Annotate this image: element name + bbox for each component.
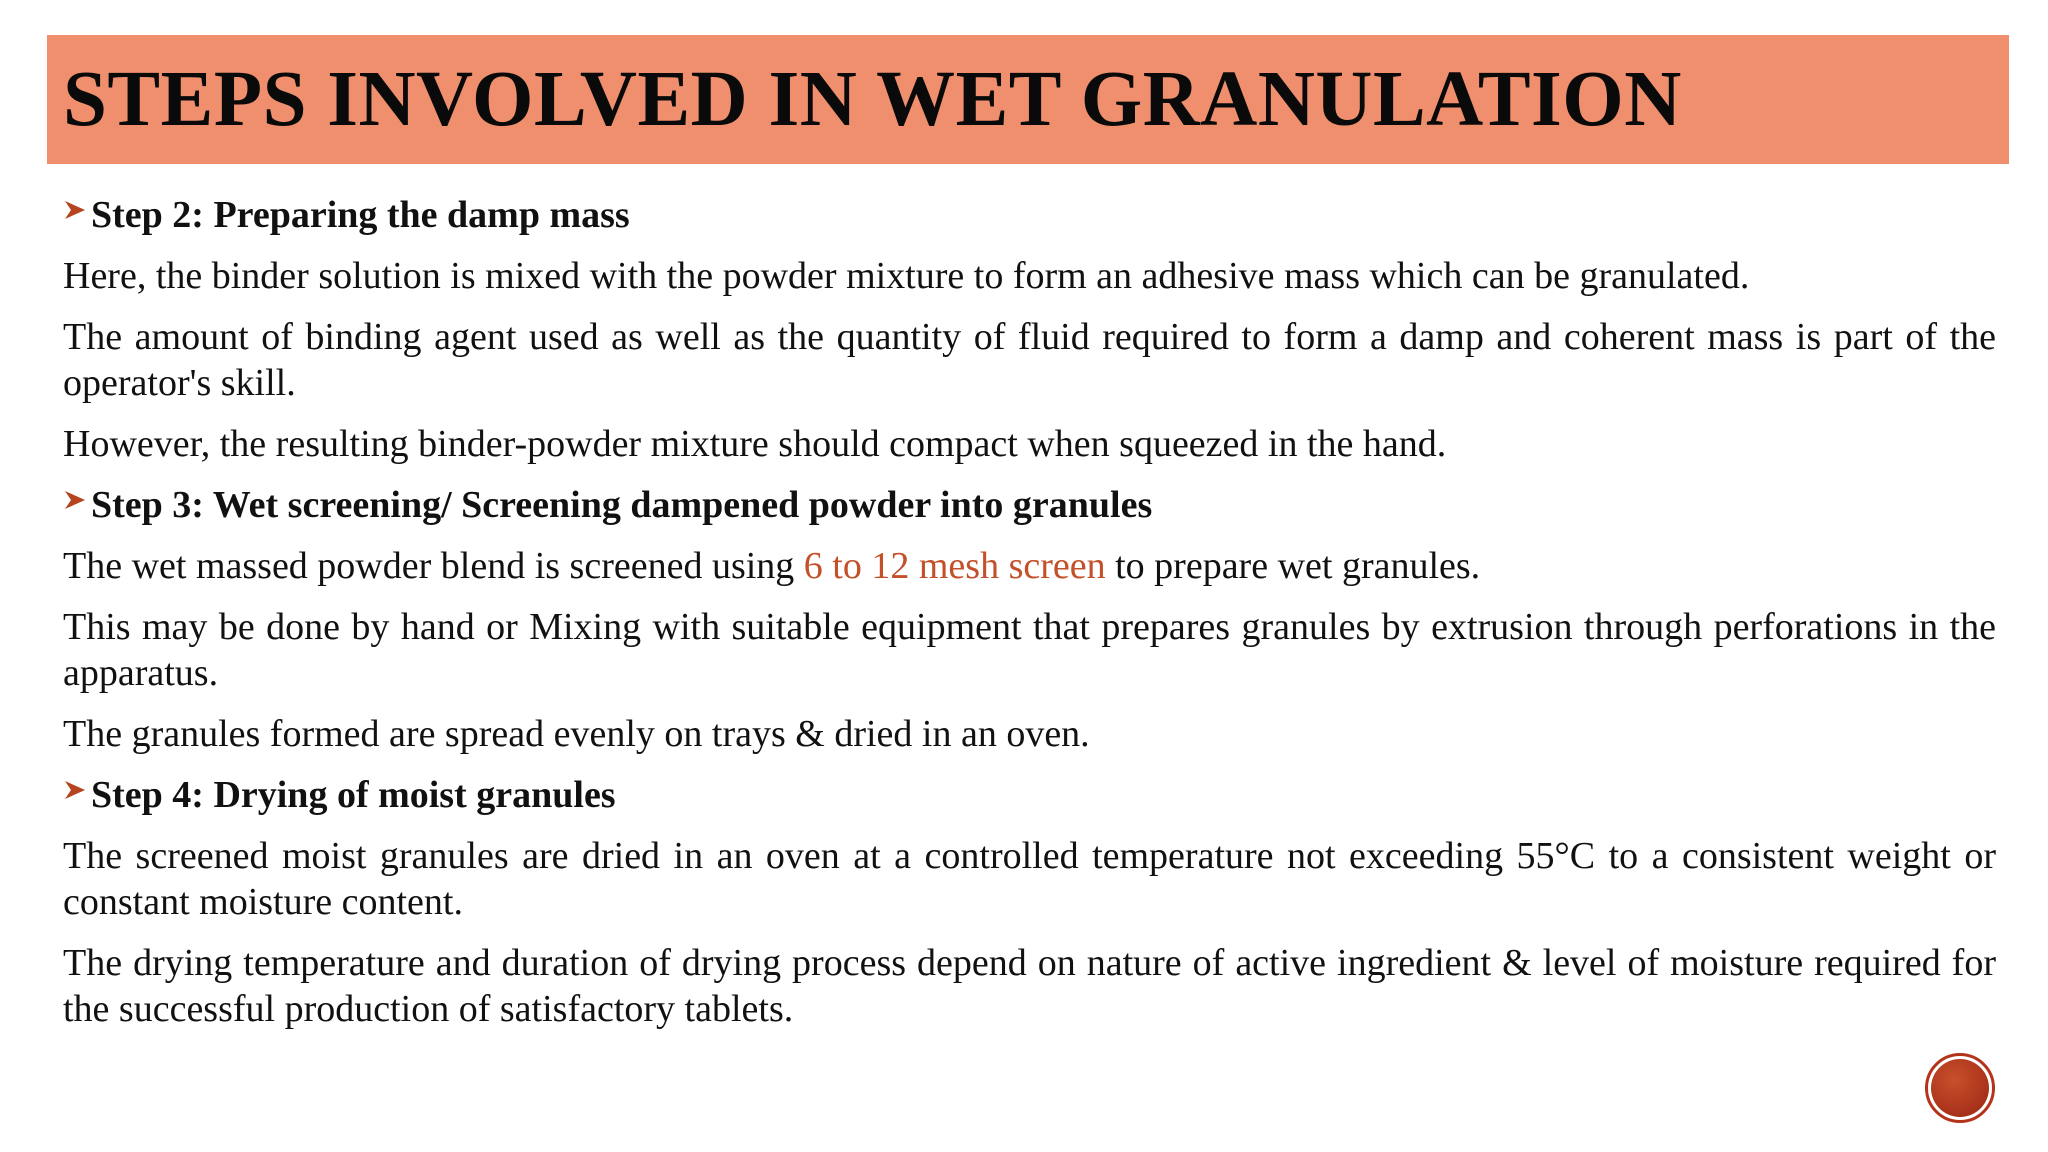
mesh-screen-highlight: 6 to 12 mesh screen: [803, 545, 1106, 587]
step-2-heading-text: Step 2: Preparing the damp mass: [91, 194, 630, 236]
slide-content: [63, 192, 1996, 1047]
arrowhead-bullet-icon: [63, 778, 87, 802]
step-2-paragraph-3: However, the resulting binder-powder mixture should compact when squeezed in the hand.: [63, 423, 1447, 465]
step-4-paragraph-1: The screened moist granules are dried in an oven at a controlled temperature not exceeding 55°C to a consistent weight or constant moisture content.: [63, 835, 1996, 923]
slide-badge-icon: [1925, 1053, 1995, 1123]
step-3-p1-before: The wet massed powder blend is screened using: [63, 545, 804, 587]
step-3-paragraph-1: [63, 543, 1996, 589]
title-bar: [47, 35, 2009, 164]
step-3-paragraph-3: The granules formed are spread evenly on trays & dried in an oven.: [63, 713, 1090, 755]
step-4-heading: [63, 772, 1996, 818]
slide-title: STEPS INVOLVED IN WET GRANULATION: [63, 56, 1682, 143]
slide-badge-inner: [1931, 1059, 1989, 1117]
arrowhead-bullet-icon: [63, 488, 87, 512]
step-3-heading: [63, 482, 1996, 528]
step-2-paragraph-2: The amount of binding agent used as well as the quantity of fluid required to form a damp and coherent mass is part of the operator's skill.: [63, 316, 1996, 404]
step-3-p1-after: to prepare wet granules.: [1105, 545, 1481, 587]
step-2-heading: [63, 192, 1996, 238]
step-3-heading-text: Step 3: Wet screening/ Screening dampened powder into granules: [91, 484, 1153, 526]
step-2-paragraph-1: Here, the binder solution is mixed with the powder mixture to form an adhesive mass which can be granulated.: [63, 255, 1750, 297]
step-4-paragraph-2: The drying temperature and duration of drying process depend on nature of active ingredient & level of moisture required for the successful production of satisfactory tablets.: [63, 942, 1996, 1030]
arrowhead-bullet-icon: [63, 198, 87, 222]
step-3-paragraph-2: This may be done by hand or Mixing with suitable equipment that prepares granules by extrusion through perforations in the apparatus.: [63, 606, 1996, 694]
step-4-heading-text: Step 4: Drying of moist granules: [91, 774, 616, 816]
